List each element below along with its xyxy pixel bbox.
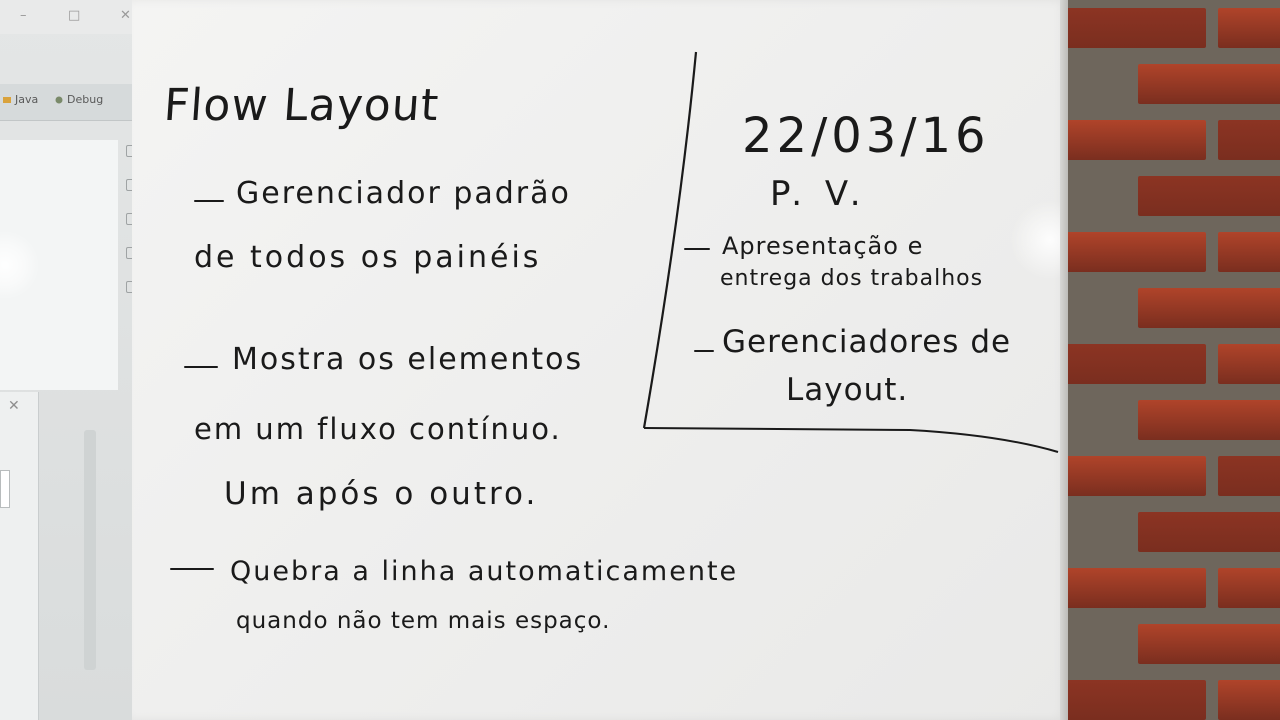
bullet-dash <box>684 248 710 250</box>
brick <box>1218 568 1280 608</box>
horizontal-divider-line <box>644 428 1058 452</box>
brick <box>1218 120 1280 160</box>
brick <box>1068 8 1206 48</box>
note-line-7: quando não tem mais espaço. <box>236 608 611 634</box>
brick <box>1218 680 1280 720</box>
note-line-5: Um após o outro. <box>224 476 539 512</box>
agenda-item-4: Layout. <box>786 372 909 408</box>
brick-wall <box>1068 0 1280 720</box>
brick <box>1068 568 1206 608</box>
brick <box>1138 64 1280 104</box>
minimize-icon: – <box>20 8 27 23</box>
agenda-heading: P. V. <box>770 174 867 214</box>
note-line-6: Quebra a linha automaticamente <box>230 556 739 587</box>
note-line-3: Mostra os elementos <box>232 342 584 377</box>
brick <box>1068 456 1206 496</box>
note-line-1: Gerenciador padrão <box>236 176 571 211</box>
close-icon: ✕ <box>120 8 131 23</box>
agenda-item-2: entrega dos trabalhos <box>720 266 984 291</box>
brick <box>1068 120 1206 160</box>
dialog-close-icon: ✕ <box>8 398 20 414</box>
debug-perspective-label: Debug <box>67 93 104 106</box>
vertical-divider-line <box>644 52 696 428</box>
bullet-dash <box>694 350 714 352</box>
bullet-dash <box>170 568 214 570</box>
brick <box>1068 344 1206 384</box>
brick <box>1138 400 1280 440</box>
brick <box>1068 680 1206 720</box>
note-line-4: em um fluxo contínuo. <box>194 412 562 446</box>
brick <box>1218 232 1280 272</box>
agenda-item-1: Apresentação e <box>722 232 924 260</box>
bullet-dash <box>194 200 224 202</box>
brick <box>1138 512 1280 552</box>
maximize-icon: □ <box>68 8 81 23</box>
brick <box>1138 176 1280 216</box>
java-perspective-label: Java <box>15 93 39 106</box>
brick <box>1138 624 1280 664</box>
brick <box>1218 456 1280 496</box>
agenda-date: 22/03/16 <box>742 108 990 164</box>
agenda-item-3: Gerenciadores de <box>722 324 1012 360</box>
bullet-dash <box>184 366 218 368</box>
note-line-2: de todos os painéis <box>194 240 542 275</box>
brick <box>1218 344 1280 384</box>
brick <box>1138 288 1280 328</box>
brick <box>1218 8 1280 48</box>
board-title: Flow Layout <box>162 80 441 131</box>
brick <box>1068 232 1206 272</box>
